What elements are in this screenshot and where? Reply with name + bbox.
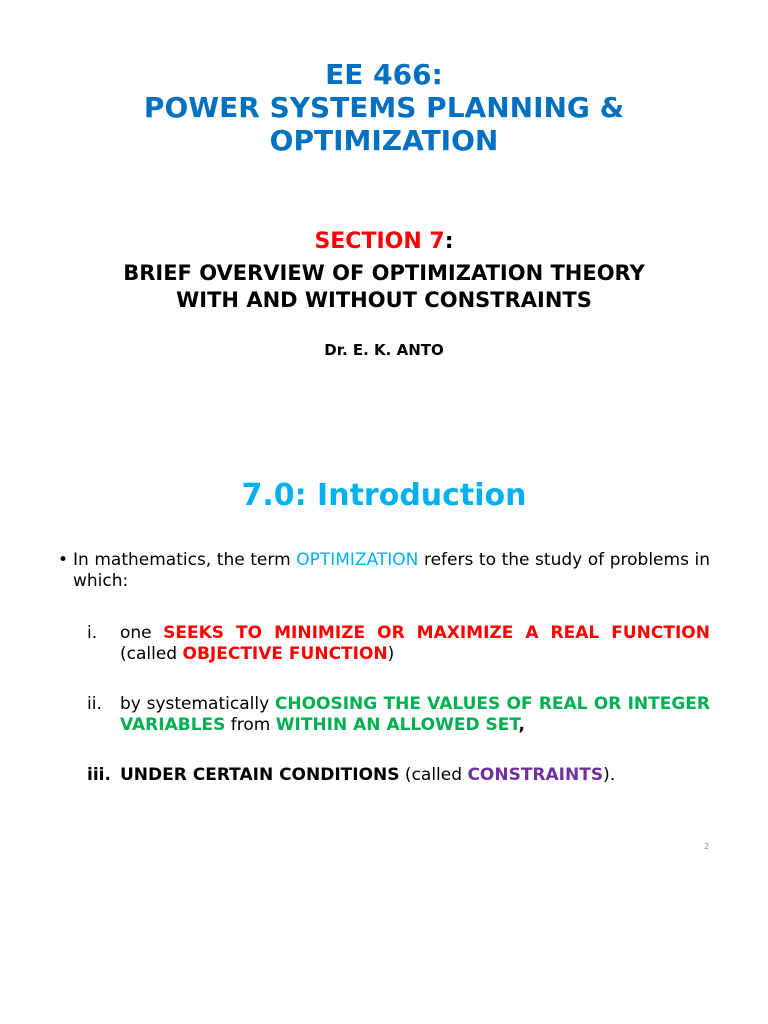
list-item-i bbox=[87, 623, 710, 665]
course-name-line2: OPTIMIZATION bbox=[269, 124, 499, 157]
item-emphasis: OBJECTIVE FUNCTION bbox=[182, 644, 388, 664]
section-subtitle bbox=[0, 260, 768, 314]
item-text-part: ). bbox=[603, 765, 616, 785]
bullet-text-part: In mathematics, the term bbox=[73, 550, 297, 570]
section-label-line bbox=[0, 228, 768, 256]
intro-heading: 7.0: Introduction bbox=[241, 478, 527, 513]
list-item-ii bbox=[87, 694, 710, 736]
list-item-text bbox=[120, 765, 710, 786]
item-text-part: (called bbox=[399, 765, 468, 785]
list-item-number: ii. bbox=[87, 694, 102, 714]
bullet-symbol: • bbox=[58, 550, 69, 570]
course-name-line1: POWER SYSTEMS PLANNING & bbox=[143, 91, 625, 124]
list-item-text bbox=[120, 694, 710, 736]
section-header bbox=[0, 228, 768, 314]
list-item-number: iii. bbox=[87, 765, 111, 785]
item-text-part: , bbox=[518, 715, 525, 735]
list-item-text bbox=[120, 623, 710, 665]
item-emphasis: WITHIN AN ALLOWED SET bbox=[275, 715, 519, 735]
item-text-part: ) bbox=[387, 644, 395, 664]
optimization-term: OPTIMIZATION bbox=[296, 550, 419, 570]
author-name: Dr. E. K. ANTO bbox=[324, 341, 444, 359]
course-title bbox=[0, 58, 768, 157]
page-number: 2 bbox=[704, 842, 710, 851]
item-text-part: one bbox=[120, 623, 164, 643]
list-item-number: i. bbox=[87, 623, 98, 643]
course-code: EE 466: bbox=[325, 58, 443, 91]
section-subtitle-line2: WITH AND WITHOUT CONSTRAINTS bbox=[176, 288, 592, 312]
section-label: SECTION 7 bbox=[314, 229, 445, 254]
section-colon: : bbox=[444, 229, 454, 254]
constraints-term: CONSTRAINTS bbox=[467, 765, 604, 785]
item-emphasis: SEEKS TO MINIMIZE OR MAXIMIZE A REAL FUNCTION bbox=[163, 623, 710, 643]
intro-bullet bbox=[58, 550, 710, 592]
bullet-text-part: refers to the study of problems in which: bbox=[73, 550, 711, 591]
section-subtitle-line1: BRIEF OVERVIEW OF OPTIMIZATION THEORY bbox=[123, 261, 645, 285]
item-text-part: by systematically bbox=[120, 694, 275, 714]
bullet-text bbox=[73, 550, 710, 592]
item-text-part: (called bbox=[120, 644, 183, 664]
list-item-iii bbox=[87, 765, 710, 786]
item-emphasis: UNDER CERTAIN CONDITIONS bbox=[120, 765, 400, 785]
item-text-part: from bbox=[225, 715, 276, 735]
item-emphasis: CHOOSING THE VALUES OF REAL OR INTEGER VARIABLES bbox=[120, 694, 710, 735]
